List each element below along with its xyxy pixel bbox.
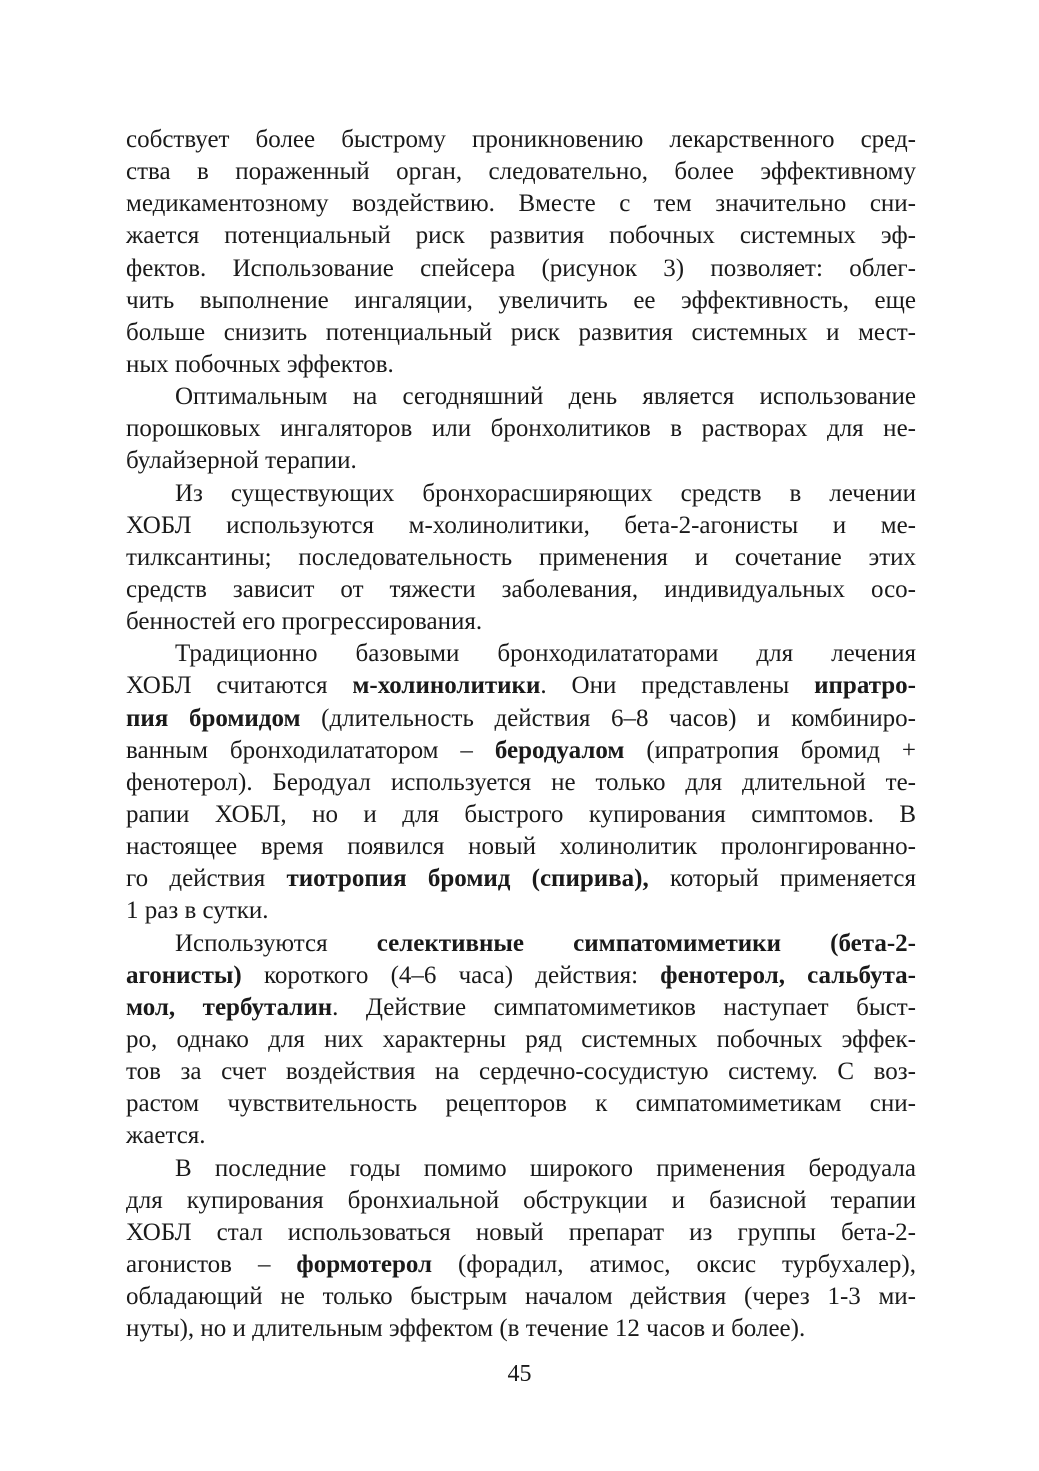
text-run: фектов. Использование спейсера (рисунок 3) позволяет: облег- <box>126 254 916 282</box>
text-run: Оптимальным на сегодняшний день является использование <box>175 383 916 411</box>
text-run: собствует более быстрому проникновению лекарственного сред- <box>126 126 916 153</box>
text-run: (ипратропия бромид + <box>624 736 916 764</box>
text-line <box>126 1281 916 1313</box>
bold-term: беродуалом <box>494 736 625 764</box>
text-line <box>126 317 916 349</box>
text-run: рапии ХОБЛ, но и для быстрого купирования симптомов. В <box>126 800 916 828</box>
text-run: ро, однако для них характерны ряд системных побочных эффек- <box>126 1025 916 1053</box>
text-line <box>126 799 916 831</box>
text-line <box>126 1249 916 1281</box>
paragraph <box>126 638 916 927</box>
text-line <box>126 574 916 606</box>
text-line <box>126 445 916 477</box>
text-run: фенотерол). Беродуал используется не только для длительной те- <box>126 768 916 796</box>
text-line <box>126 413 916 445</box>
text-run: жается потенциальный риск развития побочных системных эф- <box>126 222 916 250</box>
paragraph <box>126 1153 916 1346</box>
text-run: го действия <box>126 865 287 893</box>
paragraph <box>126 381 916 477</box>
page-body <box>126 124 916 1345</box>
text-run: ванным бронходилататором – <box>126 736 495 764</box>
bold-term: селективные симпатомиметики (бета-2- <box>376 929 916 957</box>
text-line <box>126 285 916 317</box>
page-number: 45 <box>507 1361 532 1387</box>
paragraph <box>126 928 916 1153</box>
text-run: порошковых ингаляторов или бронхолитиков в растворах для не- <box>126 415 916 443</box>
text-line <box>126 735 916 767</box>
text-line <box>126 1217 916 1249</box>
bold-term: пия бромидом <box>126 704 301 732</box>
bold-term: тиотропия бромид (спирива), <box>286 865 649 893</box>
text-run: больше снизить потенциальный риск развития системных и мест- <box>126 318 916 346</box>
text-run: ства в пораженный орган, следовательно, более эффективному <box>126 158 916 186</box>
text-line <box>126 1153 916 1185</box>
text-run: ХОБЛ используются м-холинолитики, бета-2-агонисты и ме- <box>126 511 916 539</box>
bold-term: фенотерол, сальбута- <box>660 961 916 989</box>
text-line <box>126 895 916 927</box>
text-line <box>126 1056 916 1088</box>
text-run: В последние годы помимо широкого применения беродуала <box>175 1154 916 1182</box>
text-run: . Действие симпатомиметиков наступает быст- <box>332 993 916 1021</box>
text-line <box>126 381 916 413</box>
text-run: агонистов – <box>126 1250 297 1278</box>
text-line <box>126 638 916 670</box>
text-line <box>126 188 916 220</box>
text-run: тов за счет воздействия на сердечно-сосудистую систему. С воз- <box>126 1058 916 1086</box>
text-line <box>126 1313 916 1345</box>
text-line <box>126 478 916 510</box>
text-run: настоящее время появился новый холинолитик пролонгированно- <box>126 833 916 861</box>
text-line <box>126 253 916 285</box>
bold-term: мол, тербуталин <box>126 993 333 1021</box>
text-run: медикаментозному воздействию. Вместе с тем значительно сни- <box>126 190 916 218</box>
text-line <box>126 928 916 960</box>
text-run: который применяется <box>648 865 916 893</box>
text-run: (длительность действия 6–8 часов) и комбиниро- <box>300 704 916 732</box>
text-run: бенностей его прогрессирования. <box>126 608 483 636</box>
bold-term: формотерол <box>296 1250 433 1278</box>
text-line <box>126 670 916 702</box>
text-run: чить выполнение ингаляции, увеличить ее эффективность, еще <box>126 286 916 314</box>
text-run: Из существующих бронхорасширяющих средств в лечении <box>175 479 916 507</box>
text-line <box>126 606 916 638</box>
text-line <box>126 156 916 188</box>
text-run: ХОБЛ стал использоваться новый препарат из группы бета-2- <box>126 1218 916 1246</box>
text-line <box>126 1120 916 1152</box>
text-run: (форадил, атимос, оксис турбухалер), <box>432 1250 916 1278</box>
text-run: Используются <box>175 929 377 957</box>
text-run: ХОБЛ считаются <box>126 672 353 700</box>
text-line <box>126 992 916 1024</box>
text-line <box>126 831 916 863</box>
text-run: булайзерной терапии. <box>126 447 357 475</box>
text-run: . Они представлены <box>540 672 815 700</box>
bold-term: агонисты) <box>126 961 242 989</box>
text-run: средств зависит от тяжести заболевания, индивидуальных осо- <box>126 575 916 603</box>
text-line <box>126 220 916 252</box>
text-line <box>126 767 916 799</box>
text-run: тилксантины; последовательность применения и сочетание этих <box>126 543 916 571</box>
text-line <box>126 124 916 156</box>
bold-term: м-холинолитики <box>352 672 541 700</box>
text-run: жается. <box>126 1122 206 1150</box>
text-line <box>126 960 916 992</box>
text-line <box>126 863 916 895</box>
text-run: 1 раз в сутки. <box>126 897 269 925</box>
text-line <box>126 1024 916 1056</box>
text-line <box>126 1185 916 1217</box>
text-run: для купирования бронхиальной обструкции и базисной терапии <box>126 1186 916 1214</box>
text-run: ных побочных эффектов. <box>126 350 394 378</box>
text-line <box>126 703 916 735</box>
text-line <box>126 542 916 574</box>
paragraph <box>126 124 916 381</box>
paragraph <box>126 478 916 639</box>
text-line <box>126 349 916 381</box>
text-run: растом чувствительность рецепторов к симпатомиметикам сни- <box>126 1090 916 1118</box>
text-line <box>126 1088 916 1120</box>
text-run: нуты), но и длительным эффектом (в течение 12 часов и более). <box>126 1315 806 1343</box>
bold-term: ипратро- <box>814 672 917 700</box>
text-run: обладающий не только быстрым началом действия (через 1-3 ми- <box>126 1283 916 1311</box>
text-run: Традиционно базовыми бронходилататорами для лечения <box>175 640 916 668</box>
text-line <box>126 510 916 542</box>
text-run: короткого (4–6 часа) действия: <box>241 961 661 989</box>
